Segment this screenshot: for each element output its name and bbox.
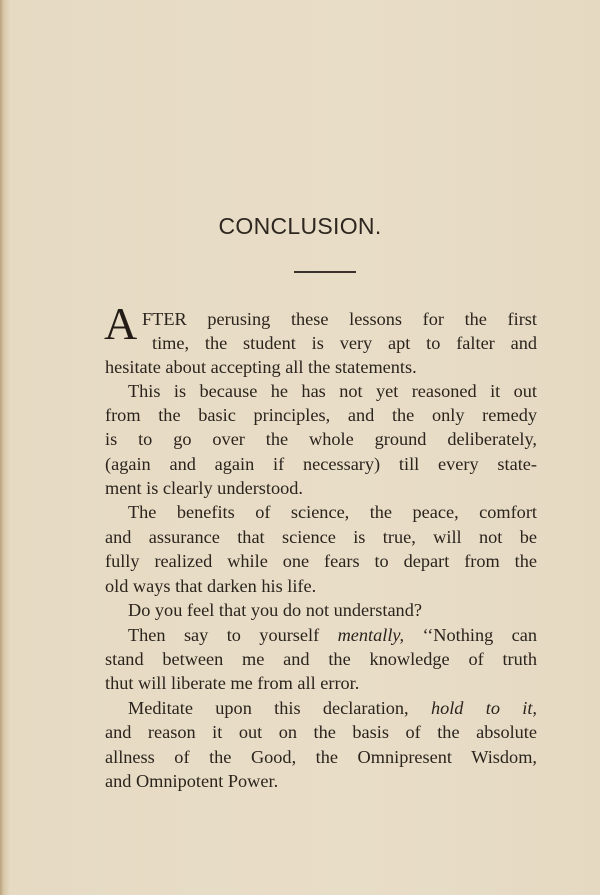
text-segment: FTER perusing these lessons for the first (142, 309, 537, 329)
text-segment: from the basic principles, and the only remedy (105, 405, 537, 425)
text-segment: fully realized while one fears to depart from the (105, 551, 537, 571)
text-line (128, 379, 537, 403)
text-segment: time, the student is very apt to falter and (152, 333, 537, 353)
text-line (105, 671, 537, 695)
text-line (105, 549, 537, 573)
text-segment: ment is clearly understood. (105, 478, 303, 498)
text-line (128, 696, 537, 720)
text-line (105, 452, 537, 476)
text-segment: (again and again if necessary) till every state- (105, 454, 537, 474)
text-line (128, 598, 537, 622)
text-line (105, 476, 537, 500)
text-segment: stand between me and the knowledge of truth (105, 649, 537, 669)
text-line (105, 647, 537, 671)
text-segment: thut will liberate me from all error. (105, 673, 360, 693)
text-line (105, 769, 537, 793)
text-line (105, 355, 537, 379)
text-segment: and reason it out on the basis of the absolute (105, 722, 537, 742)
text-segment: ‘‘Nothing can (404, 625, 537, 645)
italic-text: mentally, (337, 625, 405, 645)
chapter-heading: CONCLUSION. (218, 213, 382, 239)
text-segment: is to go over the whole ground deliberately, (105, 429, 537, 449)
drop-cap: A (104, 298, 138, 349)
text-line (105, 574, 537, 598)
text-segment: allness of the Good, the Omnipresent Wisdom, (105, 747, 537, 767)
text-line (105, 427, 537, 451)
text-segment: Then say to yourself (128, 625, 338, 645)
text-segment: and assurance that science is true, will not be (105, 527, 537, 547)
text-line (128, 500, 537, 524)
text-line (105, 403, 537, 427)
text-segment: hesitate about accepting all the statements. (105, 357, 417, 377)
italic-text: hold to it, (430, 698, 537, 718)
text-segment: The benefits of science, the peace, comfort (128, 502, 537, 522)
text-segment: Meditate upon this declaration, (128, 698, 431, 718)
text-line (142, 307, 537, 331)
text-line (105, 745, 537, 769)
text-line (105, 525, 537, 549)
text-line (105, 720, 537, 744)
text-segment: and Omnipotent Power. (105, 771, 279, 791)
heading-rule (294, 271, 356, 273)
text-line (152, 331, 537, 355)
text-segment: Do you feel that you do not understand? (128, 600, 422, 620)
text-segment: This is because he has not yet reasoned it out (128, 381, 537, 401)
text-segment: old ways that darken his life. (105, 576, 317, 596)
text-line (128, 623, 537, 647)
